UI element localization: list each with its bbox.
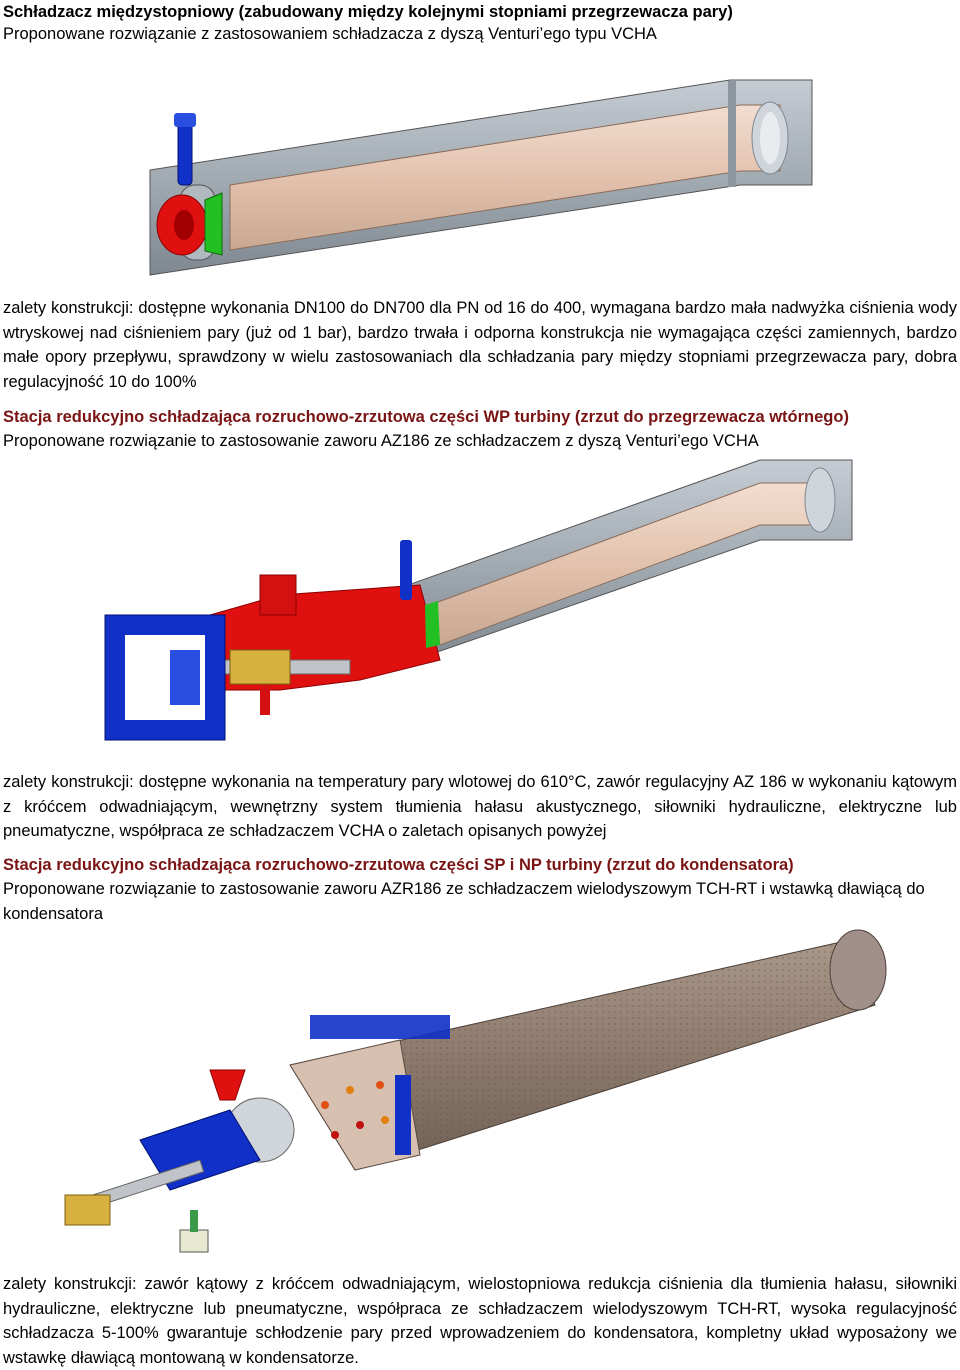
actuator bbox=[65, 1195, 110, 1225]
az186-valve-figure bbox=[100, 455, 860, 755]
vcha-desuperheater-figure bbox=[140, 75, 820, 290]
section3-title: Stacja redukcyjno schładzająca rozruchowo-zrzutowa części SP i NP turbiny (zrzut do kondensatora) bbox=[3, 856, 794, 874]
section2-advantages: zalety konstrukcji: dostępne wykonania na temperatury pary wlotowej do 610°C, zawór regulacyjny AZ 186 w wykonaniu kątowym z króćcem odwadniającym, wewnętrzny system tłumienia hałasu akustycznego, siłowniki hydrauliczne, elektryczne lub pneumatyczne, współpraca ze schładzaczem VCHA o zaletach opisanych powyżej bbox=[3, 773, 957, 840]
section1-subtitle: Proponowane rozwiązanie z zastosowaniem schładzacza z dyszą Venturi’ego typu VCHA bbox=[3, 25, 657, 43]
section2-title: Stacja redukcyjno schładzająca rozruchowo-zrzutowa części WP turbiny (zrzut do przegrzewacza wtórnego) bbox=[3, 408, 849, 426]
spray-nozzles bbox=[310, 1015, 450, 1039]
flange-ring bbox=[728, 81, 736, 187]
azr186-tchrt-figure bbox=[60, 925, 900, 1265]
outlet-end bbox=[830, 930, 886, 1010]
drain-stub bbox=[260, 575, 296, 615]
section3-advantages: zalety konstrukcji: zawór kątowy z króćcem odwadniającym, wielostopniowa redukcja ciśnienia dla tłumienia hałasu, siłowniki hydrauliczne, elektryczne lub pneumatyczne, współpraca ze schładzaczem wielodyszowym TCH-RT, wysoka regulacyjność schładzacza 5-100% gwarantuje schłodzenie pary przed wprowadzeniem do kondensatora, kompletny układ wyposażony we wstawkę dławiącą montowaną w kondensatorze. bbox=[3, 1275, 957, 1367]
section1-title: Schładzacz międzystopniowy (zabudowany między kolejnymi stopniami przegrzewacza pary) bbox=[3, 3, 733, 21]
outlet-mesh bbox=[805, 468, 835, 532]
seal-ring bbox=[205, 193, 222, 255]
section3-subtitle: Proponowane rozwiązanie to zastosowanie zaworu AZR186 ze schładzaczem wielodyszowym TCH-RT i wstawką dławiącą do kondensatora bbox=[3, 880, 925, 923]
seal-ring bbox=[425, 601, 440, 648]
section2-subtitle: Proponowane rozwiązanie to zastosowanie zaworu AZ186 ze schładzaczem z dyszą Venturi’ego VCHA bbox=[3, 432, 759, 450]
section1-advantages: zalety konstrukcji: dostępne wykonania DN100 do DN700 dla PN od 16 do 400, wymagana bardzo mała nadwyżka ciśnienia wody wtryskowej nad ciśnieniem pary (już od 1 bar), bardzo trwała i odporna konstrukcja nie wymagająca części zamiennych, bardzo małe opory przepływu, sprawdzony w wielu zastosowaniach dla schładzania pary między stopniami przegrzewacza pary, dobra regulacyjność 10 do 100% bbox=[3, 299, 957, 391]
inlet-funnel bbox=[210, 1070, 245, 1100]
injection-valve bbox=[400, 540, 412, 600]
